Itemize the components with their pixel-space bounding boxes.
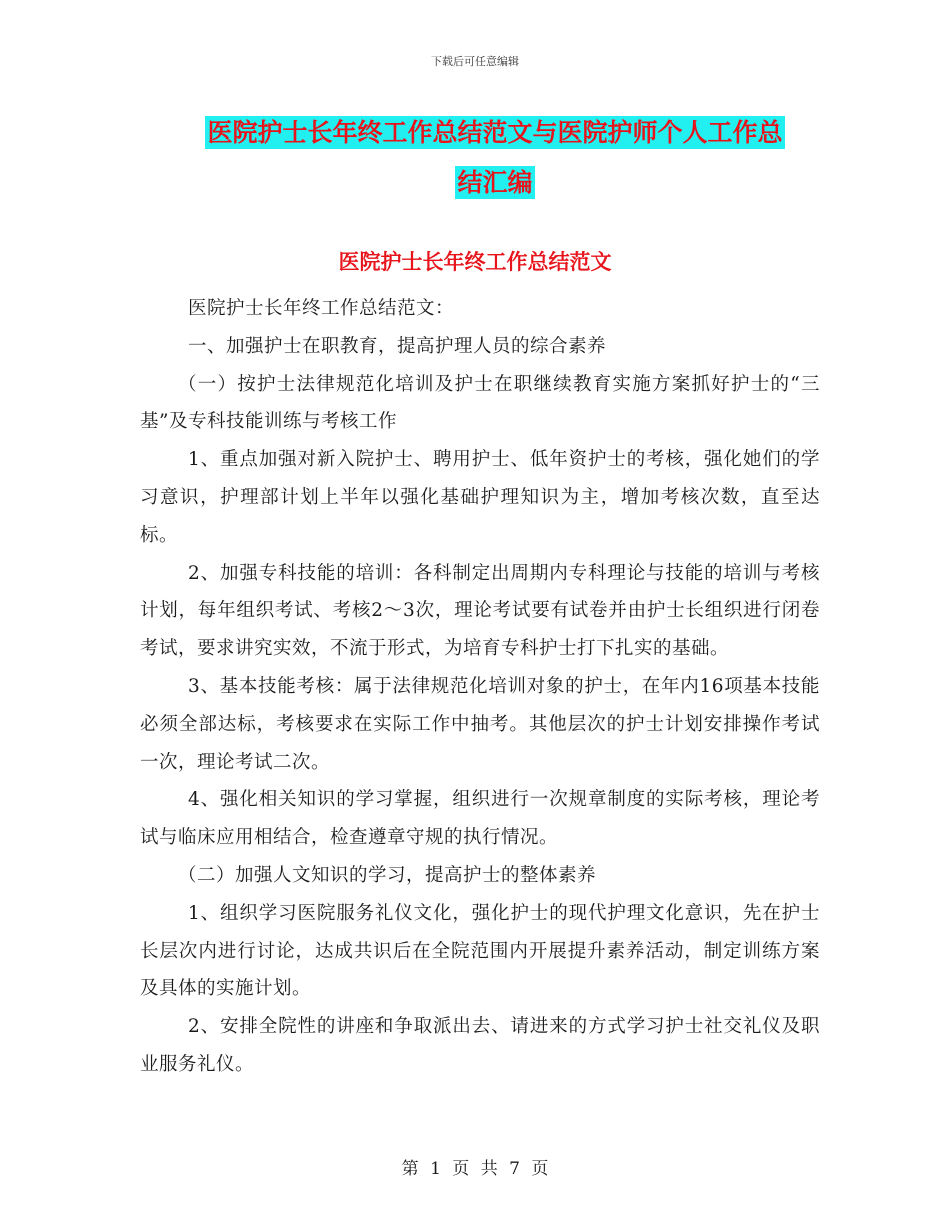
page-footer: 第 1 页 共 7 页 bbox=[401, 1159, 549, 1179]
title-line-2: 结汇编 bbox=[457, 168, 533, 197]
paragraph-item-2: 2、加强专科技能的培训：各科制定出周期内专科理论与技能的培训与考核计划，每年组织考试、考核2～3次，理论考试要有试卷并由护士长组织进行闭卷考试，要求讲究实效，不流于形式，为培育专科护士打下扎实的基础。 bbox=[140, 562, 820, 660]
paragraph-item-5: 1、组织学习医院服务礼仪文化，强化护士的现代护理文化意识，先在护士长层次内进行讨论，达成共识后在全院范围内开展提升素养活动，制定训练方案及具体的实施计划。 bbox=[140, 902, 820, 1000]
paragraph-item-6: 2、安排全院性的讲座和争取派出去、请进来的方式学习护士社交礼仪及职业服务礼仪。 bbox=[140, 1016, 820, 1075]
subheading-one: （一）按护士法律规范化培训及护士在职继续教育实施方案抓好护士的“三基”及专科技能训练与考核工作 bbox=[140, 373, 820, 433]
paragraph-item-4: 4、强化相关知识的学习掌握，组织进行一次规章制度的实际考核，理论考试与临床应用相结合，检查遵章守规的执行情况。 bbox=[140, 789, 820, 849]
section-title: 医院护士长年终工作总结范文 bbox=[338, 250, 612, 274]
document-title bbox=[140, 108, 850, 208]
title-line-1: 医院护士长年终工作总结范文与医院护师个人工作总 bbox=[207, 118, 783, 147]
paragraph-item-1: 1、重点加强对新入院护士、聘用护士、低年资护士的考核，强化她们的学习意识，护理部计划上半年以强化基础护理知识为主，增加考核次数，直至达标。 bbox=[140, 449, 820, 546]
heading-one: 一、加强护士在职教育，提高护理人员的综合素养 bbox=[188, 335, 607, 357]
body-text bbox=[140, 290, 820, 1084]
paragraph-intro: 医院护士长年终工作总结范文： bbox=[188, 298, 455, 319]
header-note: 下载后可任意编辑 bbox=[431, 55, 519, 68]
subheading-two: （二）加强人文知识的学习，提高护士的整体素养 bbox=[178, 864, 597, 886]
paragraph-item-3: 3、基本技能考核：属于法律规范化培训对象的护士，在年内16项基本技能必须全部达标，考核要求在实际工作中抽考。其他层次的护士计划安排操作考试一次，理论考试二次。 bbox=[140, 675, 820, 773]
